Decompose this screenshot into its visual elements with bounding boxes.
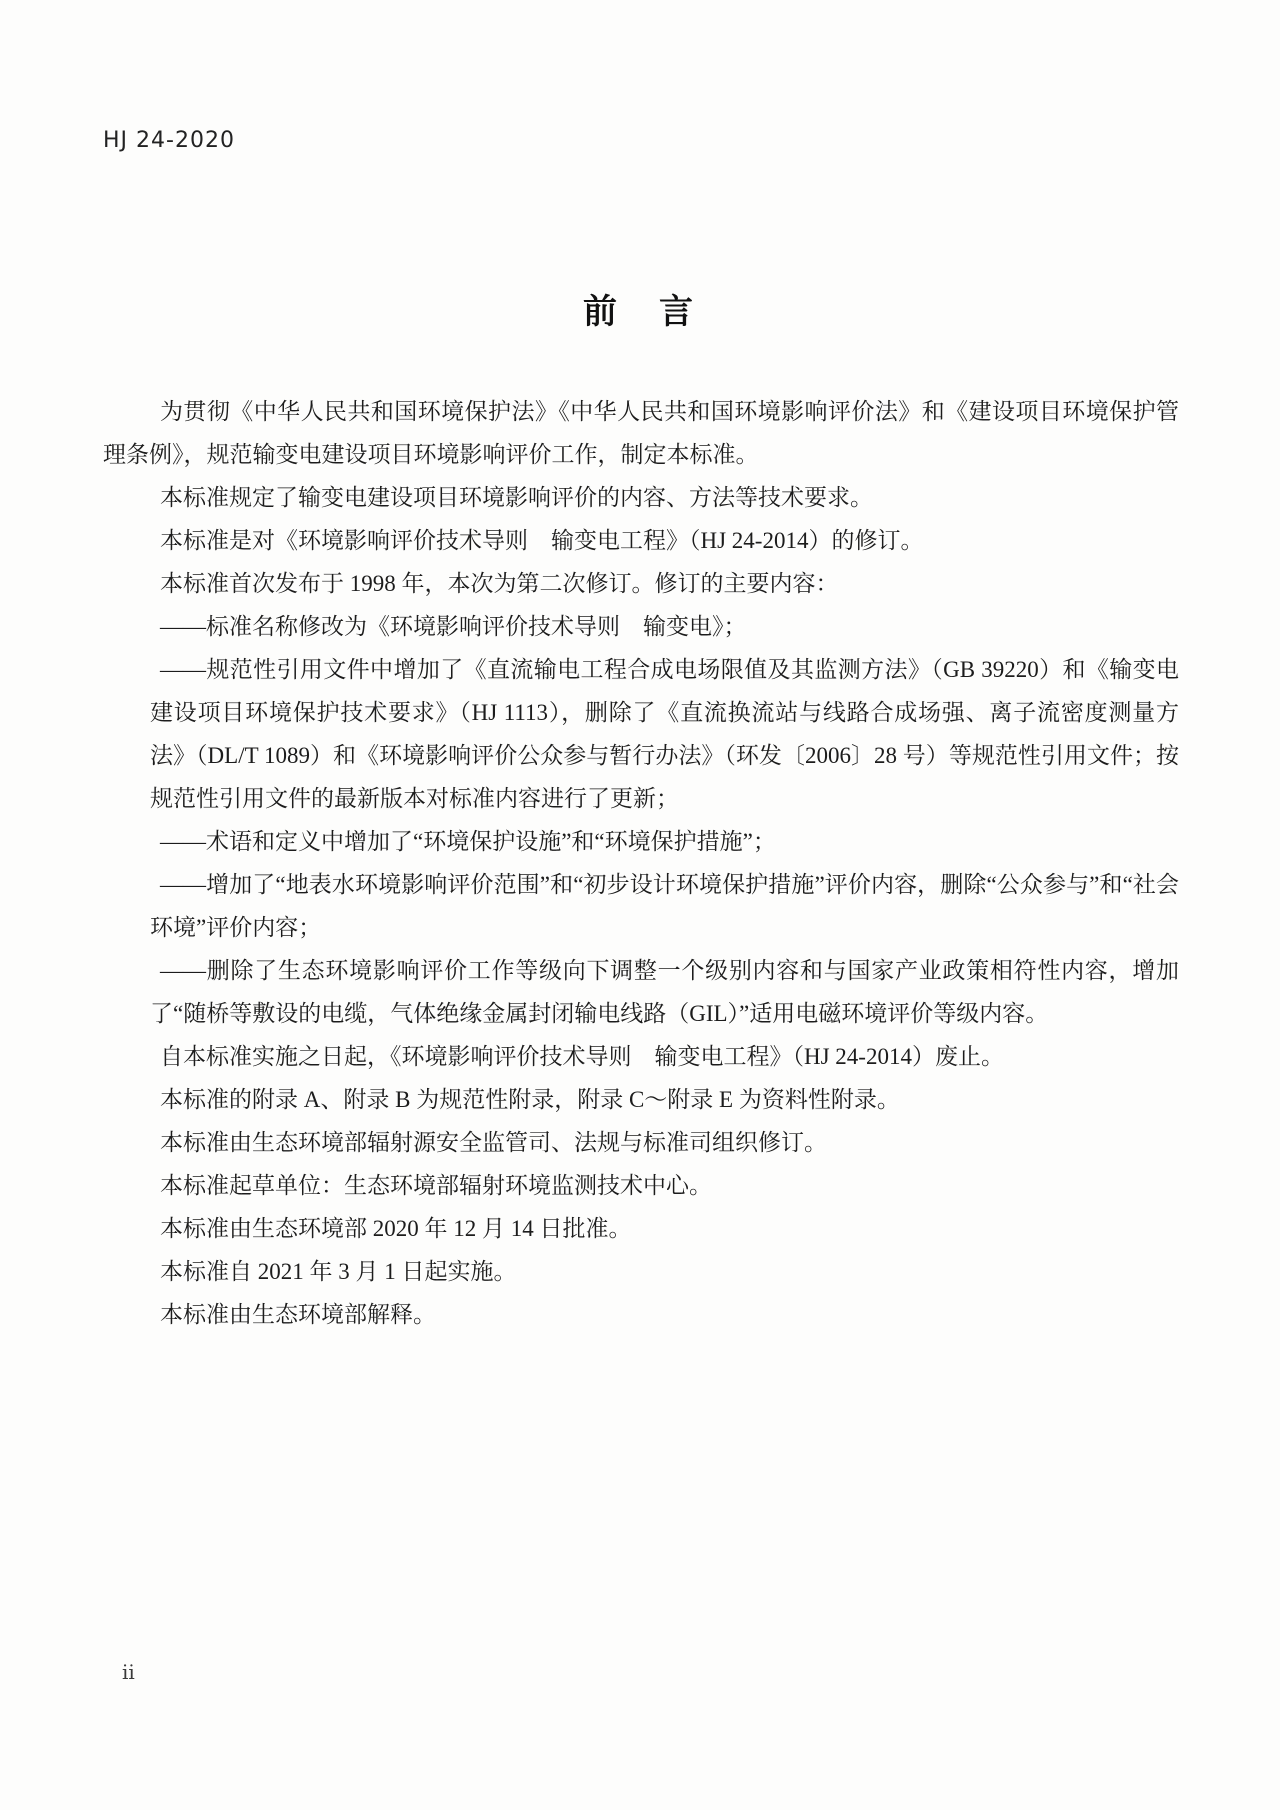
paragraph: 本标准由生态环境部辐射源安全监管司、法规与标准司组织修订。 bbox=[160, 1130, 827, 1155]
paragraph-list bbox=[103, 390, 1179, 1336]
page-number: ii bbox=[122, 1660, 135, 1684]
revision-item: ——规范性引用文件中增加了《直流输电工程合成电场限值及其监测方法》（GB 39220）和《输变电建设项目环境保护技术要求》（HJ 1113），删除了《直流换流站与线路合成场强、离子流密度测量方法》（DL/T 1089）和《环境影响评价公众参与暂行办法》（环发〔2006〕28 号）等规范性引用文件；按规范性引用文件的最新版本对标准内容进行了更新； bbox=[150, 657, 1179, 811]
revision-item: ——增加了“地表水环境影响评价范围”和“初步设计环境保护措施”评价内容，删除“公众参与”和“社会环境”评价内容； bbox=[150, 872, 1179, 940]
standard-number-header: HJ 24-2020 bbox=[103, 128, 235, 153]
paragraph: 本标准由生态环境部解释。 bbox=[160, 1302, 436, 1327]
paragraph: 本标准是对《环境影响评价技术导则 输变电工程》（HJ 24-2014）的修订。 bbox=[160, 528, 924, 553]
paragraph: 本标准由生态环境部 2020 年 12 月 14 日批准。 bbox=[160, 1216, 632, 1241]
revision-item: ——标准名称修改为《环境影响评价技术导则 输变电》； bbox=[160, 614, 747, 639]
paragraph: 为贯彻《中华人民共和国环境保护法》《中华人民共和国环境影响评价法》和《建设项目环境保护管理条例》，规范输变电建设项目环境影响评价工作，制定本标准。 bbox=[103, 399, 1179, 467]
paragraph: 本标准首次发布于 1998 年，本次为第二次修订。修订的主要内容： bbox=[160, 571, 839, 596]
paragraph: 本标准起草单位：生态环境部辐射环境监测技术中心。 bbox=[160, 1173, 712, 1198]
paragraph: 本标准规定了输变电建设项目环境影响评价的内容、方法等技术要求。 bbox=[160, 485, 873, 510]
revision-item: ——删除了生态环境影响评价工作等级向下调整一个级别内容和与国家产业政策相符性内容，增加了“随桥等敷设的电缆，气体绝缘金属封闭输电线路（GIL）”适用电磁环境评价等级内容。 bbox=[150, 958, 1179, 1026]
page-title: 前 言 bbox=[583, 292, 697, 332]
revision-item: ——术语和定义中增加了“环境保护设施”和“环境保护措施”； bbox=[160, 829, 776, 854]
paragraph: 本标准的附录 A、附录 B 为规范性附录，附录 C～附录 E 为资料性附录。 bbox=[160, 1087, 900, 1112]
paragraph: 自本标准实施之日起，《环境影响评价技术导则 输变电工程》（HJ 24-2014）废止。 bbox=[160, 1044, 1004, 1069]
paragraph: 本标准自 2021 年 3 月 1 日起实施。 bbox=[160, 1259, 517, 1284]
